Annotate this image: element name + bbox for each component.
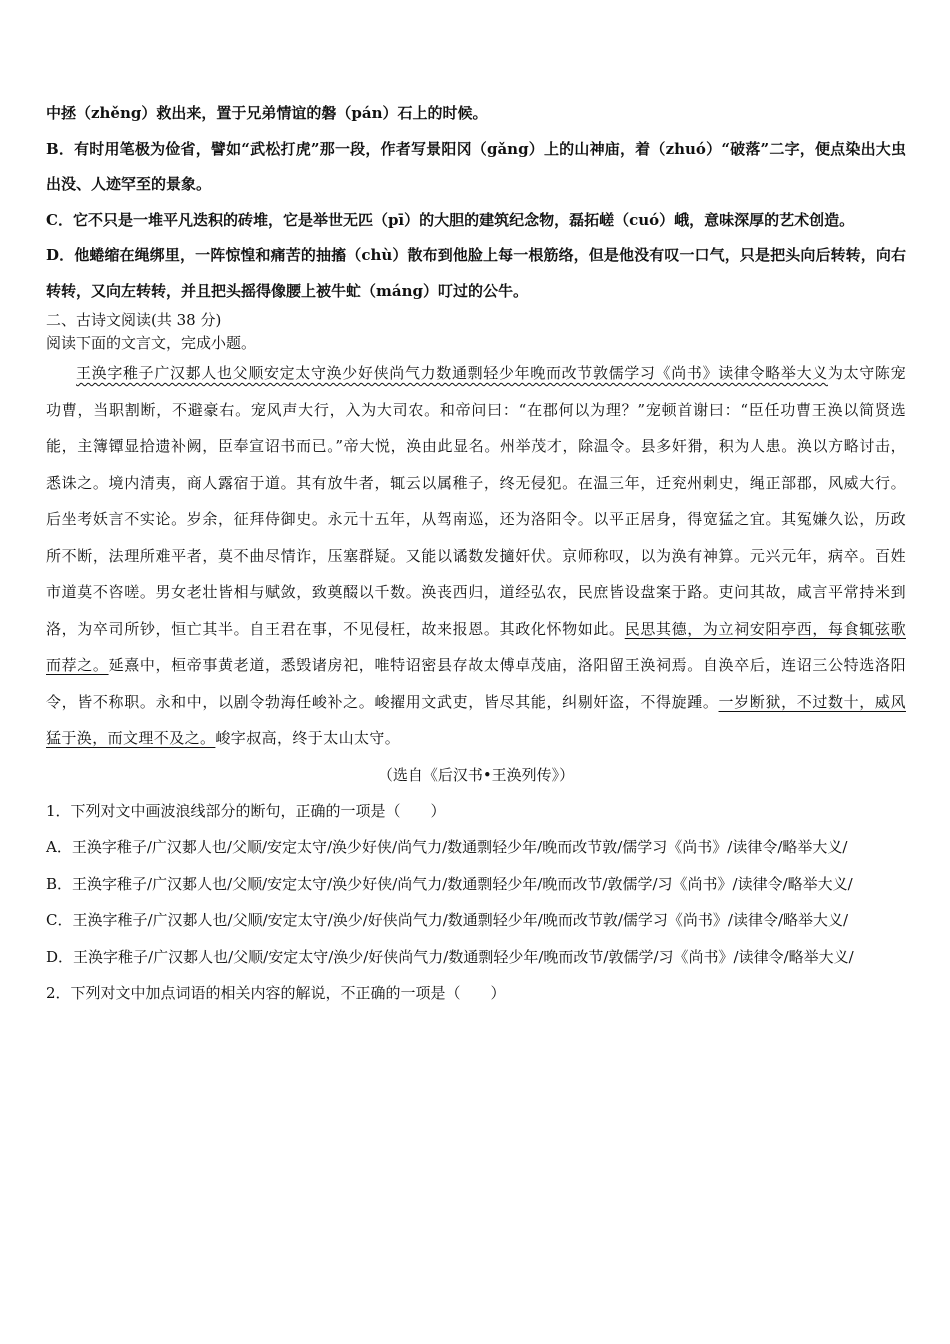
question-2-stem: 2．下列对文中加点词语的相关内容的解说，不正确的一项是（ ） [46,984,506,1002]
option-a-tail: 中拯（zhěng）救出来，置于兄弟情谊的磐（pán）石上的时候。 [46,104,488,122]
option-d: D．他蜷缩在绳绑里，一阵惊惶和痛苦的抽搐（chù）散布到他脸上每一根筋络，但是他没有叹一口气，只是把头向后转转，向右转转，又向左转转，并且把头摇得像腰上被牛虻（máng）叮过的公牛。 [46,246,906,300]
prev-question-options [46,96,906,309]
section-instruction: 阅读下面的文言文，完成小题。 [46,334,257,352]
passage-text-3: 峻字叔高，终于太山太守。 [215,729,401,747]
underlined-sentence-2: 一岁断狱，不过数十，威风猛于涣，而文理不及之。 [46,692,906,747]
question-1-option-a: A．王涣字稚子/广汉郪人也/父顺/安定太守/涣少好侠/尚气力/数通剽轻少年/晚而改节敦/儒学习《尚书》/读律令/略举大义/ [46,838,848,856]
question-1-option-b: B．王涣字稚子/广汉郪人也/父顺/安定太守/涣少好侠/尚气力/数通剽轻少年/晚而改节/敦儒学/习《尚书》/读律令/略举大义/ [46,874,853,893]
wavy-underlined-sentence: 王涣字稚子广汉郪人也父顺安定太守涣少好侠尚气力数通剽轻少年晚而改节敦儒学习《尚书》读律令略举大义 [76,364,828,382]
section-title: 二、古诗文阅读(共 38 分) [46,311,222,329]
passage-source: （选自《后汉书•王涣列传》） [377,765,575,784]
question-1-option-c: C．王涣字稚子/广汉郪人也/父顺/安定太守/涣少/好侠尚气力/数通剽轻少年/晚而改节敦/儒学习《尚书》/读律令/略举大义/ [46,911,849,929]
classical-passage [46,355,906,757]
document-page [46,96,906,1012]
question-1 [46,793,906,976]
underlined-sentence-1: 民思其德，为立祠安阳亭西，每食辄弦歌而荐之。 [46,619,906,674]
passage-text-1: 为太守陈宠功曹，当职割断，不避豪右。宠风声大行，入为大司农。和帝问曰：“在郡何以为理？”宠顿首谢曰：“臣任功曹王涣以简贤选能，主簿镡显拾遗补阙，臣奉宣诏书而已。”帝大悦，涣由此显名。州举茂才，除温令。县多奸猾，积为人患。涣以方略讨击，悉诛之。境内清夷，商人露宿于道。其有放牛者，辄云以属稚子，终无侵犯。在温三年，迁兖州刺史，绳正部郡，风威大行。后坐考妖言不实论。岁余，征拜侍御史。永元十五年，从驾南巡，还为洛阳令。以平正居身，得宽猛之宜。其冤嫌久讼，历政所不断，法理所难平者，莫不曲尽情诈，压塞群疑。又能以谲数发擿奸伏。京师称叹，以为涣有神算。元兴元年，病卒。百姓市道莫不咨嗟。男女老壮皆相与赋敛，致奠醊以千数。涣丧西归，道经弘农，民庶皆设盘案于路。吏问其故，咸言平常持米到洛，为卒司所钞，恒亡其半。自王君在事，不见侵枉，故来报恩。其政化怀物如此。 [46,364,906,638]
passage-text-2: 延熹中，桓帝事黄老道，悉毁诸房祀，唯特诏密县存故太傅卓茂庙，洛阳留王涣祠焉。自涣卒后，连诏三公特选洛阳令，皆不称职。永和中，以剧令勃海任峻补之。峻擢用文武吏，皆尽其能，纠剔奸盗，不得旋踵。 [46,656,906,711]
option-b: B．有时用笔极为俭省，譬如“武松打虎”那一段，作者写景阳冈（gǎng）上的山神庙，着（zhuó）“破落”二字，便点染出大虫出没、人迹罕至的景象。 [46,139,906,193]
option-c: C．它不只是一堆平凡迭积的砖堆，它是举世无匹（pī）的大胆的建筑纪念物，磊拓嵯（cuó）峨，意味深厚的艺术创造。 [46,210,855,229]
question-1-option-d: D．王涣字稚子/广汉郪人也/父顺/安定太守/涣少/好侠尚气力/数通剽轻少年/晚而改节/敦儒学/习《尚书》/读律令/略举大义/ [46,947,854,966]
question-1-stem: 1．下列对文中画波浪线部分的断句，正确的一项是（ ） [46,801,446,820]
